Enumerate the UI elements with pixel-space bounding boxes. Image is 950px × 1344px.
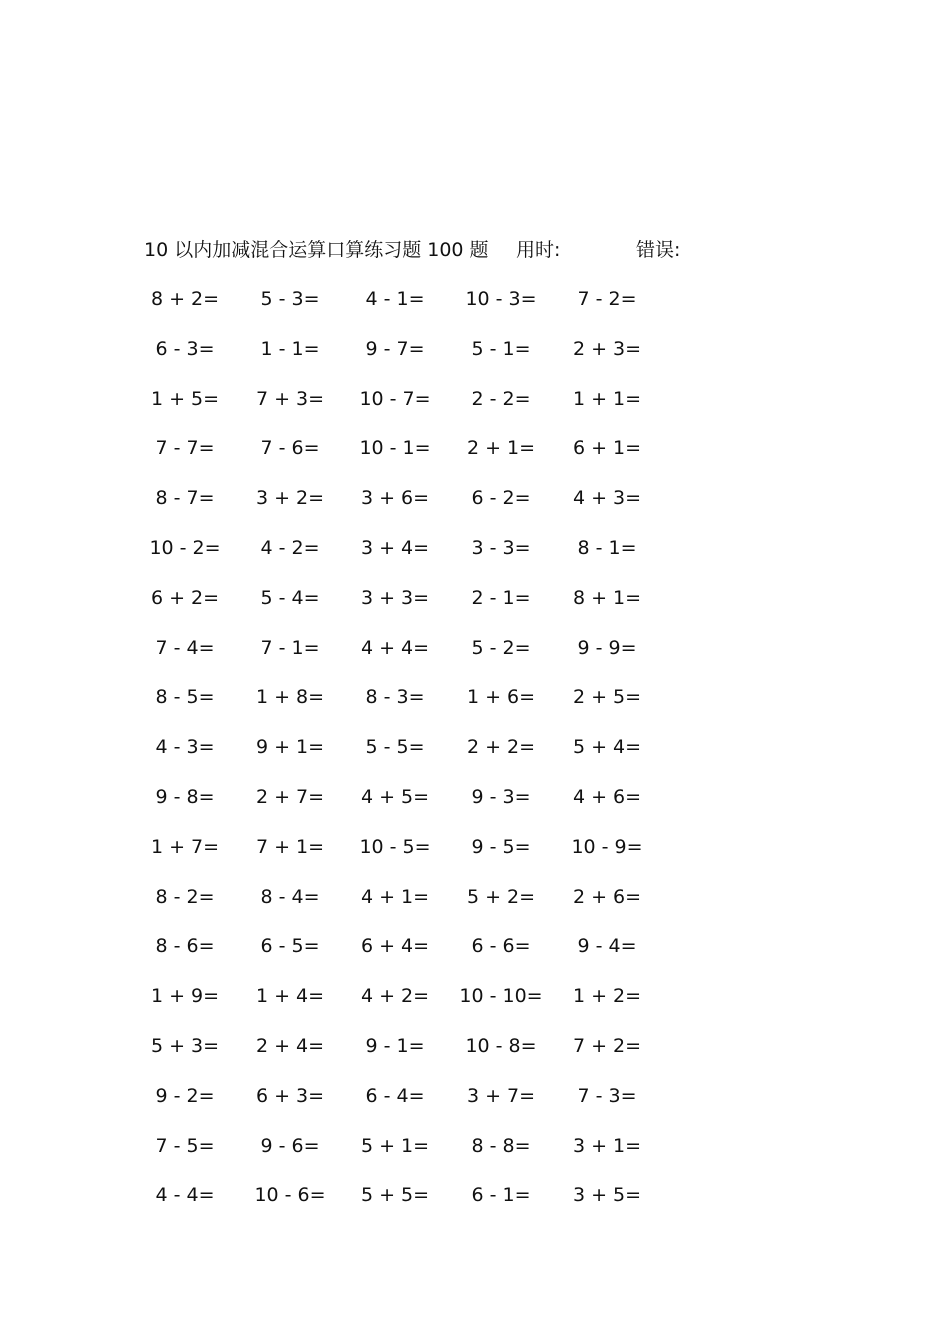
problem-item: 8 + 2= (150, 288, 220, 310)
problem-item: 3 + 7= (466, 1084, 536, 1107)
problem-item: 9 - 6= (260, 1134, 320, 1157)
errors-label: 错误: (636, 239, 681, 261)
problem-item: 4 - 3= (155, 736, 215, 759)
problem-item: 5 - 1= (471, 337, 531, 360)
problem-row (140, 732, 680, 782)
problem-item: 5 + 2= (466, 885, 536, 908)
problem-item: 1 + 2= (572, 985, 642, 1008)
problem-item: 7 - 7= (155, 437, 215, 460)
problem-item: 1 + 1= (572, 387, 642, 410)
problem-item: 2 - 1= (471, 586, 531, 609)
problem-item: 9 - 5= (471, 835, 531, 858)
problem-row (140, 682, 680, 732)
problem-item: 6 + 2= (150, 586, 220, 609)
problem-row (140, 1081, 680, 1131)
problem-item: 6 - 3= (155, 337, 215, 360)
problem-item: 10 - 8= (465, 1034, 537, 1057)
problem-item: 4 - 1= (365, 288, 425, 310)
problem-item: 5 + 1= (360, 1134, 430, 1157)
problem-item: 3 + 4= (360, 536, 430, 559)
problem-item: 9 - 8= (155, 785, 215, 808)
problem-row (140, 483, 680, 533)
problem-item: 6 + 3= (255, 1084, 325, 1107)
problem-item: 8 - 8= (471, 1134, 531, 1157)
problem-item: 10 - 7= (359, 387, 431, 410)
problem-item: 10 - 1= (359, 437, 431, 460)
problem-row (140, 882, 680, 932)
problem-item: 8 - 5= (155, 686, 215, 709)
problem-item: 2 + 4= (255, 1034, 325, 1057)
problem-item: 10 - 10= (459, 985, 543, 1008)
problem-grid (140, 284, 680, 1230)
problem-item: 1 + 4= (255, 985, 325, 1008)
problem-row (140, 1031, 680, 1081)
problem-item: 7 - 5= (155, 1134, 215, 1157)
problem-item: 7 - 2= (577, 288, 637, 310)
problem-row (140, 633, 680, 683)
problem-item: 10 - 5= (359, 835, 431, 858)
problem-item: 8 - 2= (155, 885, 215, 908)
problem-item: 9 - 2= (155, 1084, 215, 1107)
problem-item: 6 - 6= (471, 935, 531, 958)
worksheet-header (144, 236, 844, 264)
problem-item: 8 + 1= (572, 586, 642, 609)
problem-item: 9 - 1= (365, 1034, 425, 1057)
problem-item: 7 - 4= (155, 636, 215, 659)
problem-item: 6 + 4= (360, 935, 430, 958)
problem-item: 5 + 5= (360, 1184, 430, 1207)
problem-item: 6 - 1= (471, 1184, 531, 1207)
problem-item: 2 + 3= (572, 337, 642, 360)
problem-item: 5 + 4= (572, 736, 642, 759)
problem-item: 5 + 3= (150, 1034, 220, 1057)
problem-item: 5 - 2= (471, 636, 531, 659)
problem-item: 4 + 1= (360, 885, 430, 908)
problem-item: 8 - 7= (155, 487, 215, 510)
problem-item: 8 - 3= (365, 686, 425, 709)
problem-item: 4 + 6= (572, 785, 642, 808)
problem-item: 3 - 3= (471, 536, 531, 559)
problem-item: 7 + 1= (255, 835, 325, 858)
problem-item: 9 - 7= (365, 337, 425, 360)
problem-item: 8 - 6= (155, 935, 215, 958)
problem-item: 1 + 8= (255, 686, 325, 709)
time-used-label: 用时: (516, 239, 561, 261)
problem-row (140, 334, 680, 384)
problem-item: 5 - 4= (260, 586, 320, 609)
problem-item: 3 + 2= (255, 487, 325, 510)
problem-item: 2 + 6= (572, 885, 642, 908)
problem-item: 2 + 1= (466, 437, 536, 460)
problem-item: 5 - 3= (260, 288, 320, 310)
problem-item: 2 + 5= (572, 686, 642, 709)
problem-item: 1 + 7= (150, 835, 220, 858)
problem-row (140, 931, 680, 981)
problem-item: 4 - 2= (260, 536, 320, 559)
problem-item: 9 - 4= (577, 935, 637, 958)
problem-item: 2 + 2= (466, 736, 536, 759)
problem-item: 10 - 9= (571, 835, 643, 858)
problem-item: 10 - 3= (465, 288, 537, 310)
problem-item: 7 + 2= (572, 1034, 642, 1057)
problem-item: 6 - 4= (365, 1084, 425, 1107)
problem-item: 9 - 3= (471, 785, 531, 808)
problem-item: 2 + 7= (255, 785, 325, 808)
problem-item: 10 - 6= (254, 1184, 326, 1207)
problem-item: 3 + 6= (360, 487, 430, 510)
problem-item: 3 + 5= (572, 1184, 642, 1207)
problem-row (140, 832, 680, 882)
worksheet-title: 10 以内加减混合运算口算练习题 100 题 (144, 239, 489, 261)
problem-item: 7 + 3= (255, 387, 325, 410)
problem-item: 7 - 3= (577, 1084, 637, 1107)
problem-item: 10 - 2= (149, 536, 221, 559)
problem-item: 7 - 1= (260, 636, 320, 659)
problem-item: 4 + 3= (572, 487, 642, 510)
problem-item: 9 + 1= (255, 736, 325, 759)
problem-item: 1 + 6= (466, 686, 536, 709)
problem-item: 6 - 2= (471, 487, 531, 510)
problem-item: 6 + 1= (572, 437, 642, 460)
problem-row (140, 384, 680, 434)
problem-row (140, 981, 680, 1031)
problem-item: 6 - 5= (260, 935, 320, 958)
problem-row (140, 533, 680, 583)
problem-item: 4 + 2= (360, 985, 430, 1008)
problem-row (140, 1180, 680, 1230)
problem-item: 4 - 4= (155, 1184, 215, 1207)
problem-item: 4 + 4= (360, 636, 430, 659)
problem-item: 9 - 9= (577, 636, 637, 659)
problem-item: 3 + 3= (360, 586, 430, 609)
problem-item: 8 - 4= (260, 885, 320, 908)
problem-item: 8 - 1= (577, 536, 637, 559)
problem-item: 7 - 6= (260, 437, 320, 460)
problem-row (140, 1131, 680, 1181)
problem-item: 4 + 5= (360, 785, 430, 808)
problem-row (140, 583, 680, 633)
problem-item: 3 + 1= (572, 1134, 642, 1157)
problem-row (140, 284, 680, 334)
problem-item: 2 - 2= (471, 387, 531, 410)
problem-row (140, 433, 680, 483)
problem-item: 5 - 5= (365, 736, 425, 759)
problem-item: 1 + 9= (150, 985, 220, 1008)
problem-item: 1 + 5= (150, 387, 220, 410)
problem-row (140, 782, 680, 832)
problem-item: 1 - 1= (260, 337, 320, 360)
